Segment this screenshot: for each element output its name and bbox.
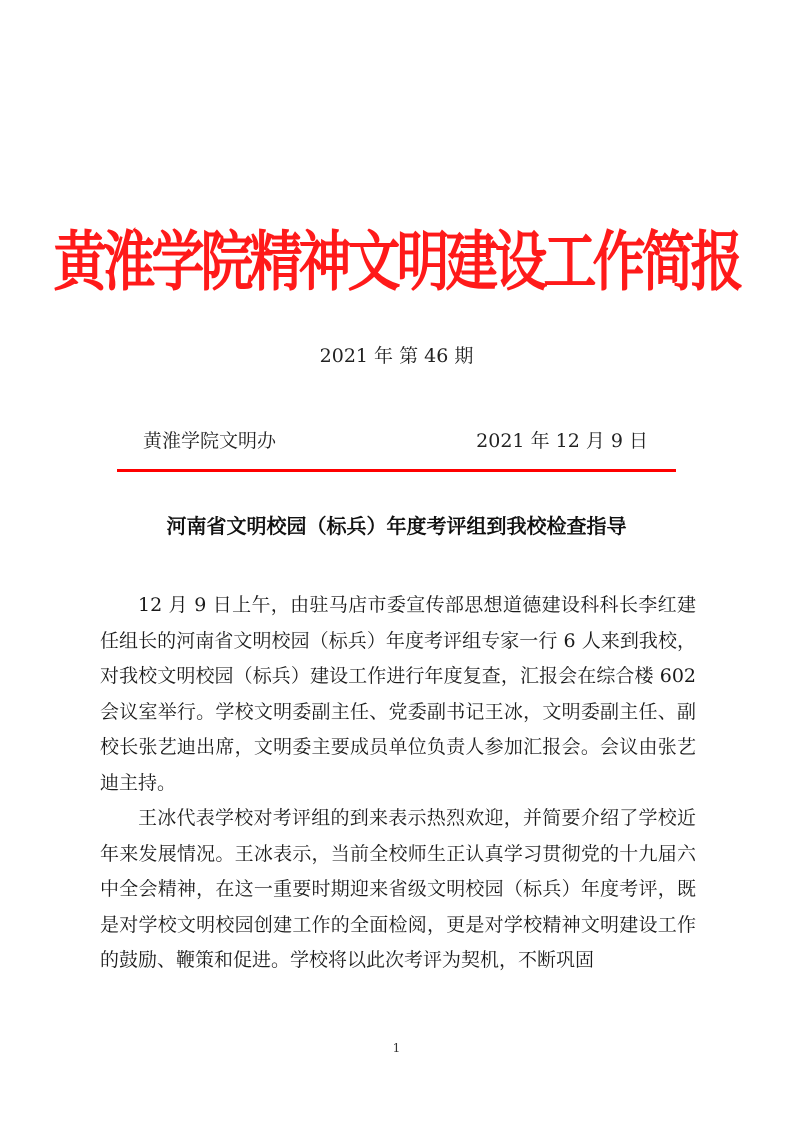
body-paragraph: 王冰代表学校对考评组的到来表示热烈欢迎，并简要介绍了学校近年来发展情况。王冰表示，当前全校师生正认真学习贯彻党的十九届六中全会精神，在这一重要时期迎来省级文明校园（标兵）年度考评，既是对学校文明校园创建工作的全面检阅，更是对学校精神文明建设工作的鼓励、鞭策和促进。学校将以此次考评为契机，不断巩固: [100, 807, 696, 971]
article-body: [100, 588, 696, 979]
body-paragraph: 12 月 9 日上午，由驻马店市委宣传部思想道德建设科科长李红建任组长的河南省文明校园（标兵）年度考评组专家一行 6 人来到我校，对我校文明校园（标兵）建设工作进行年度复查，汇报会在综合楼 602 会议室举行。学校文明委副主任、党委副书记王冰，文明委副主任、副校长张艺迪出席，文明委主要成员单位负责人参加汇报会。会议由张艺迪主持。: [100, 594, 696, 794]
masthead-title: 黄淮学院精神文明建设工作简报: [53, 224, 740, 301]
issuer-date-row: [143, 428, 648, 454]
article-title: 河南省文明校园（标兵）年度考评组到我校检查指导: [166, 514, 627, 538]
red-divider-line: [117, 469, 676, 472]
issuer-name: 黄淮学院文明办: [143, 430, 277, 452]
issue-number: 2021 年 第 46 期: [319, 345, 474, 367]
page-number: 1: [392, 1041, 401, 1055]
issue-date: 2021 年 12 月 9 日: [476, 430, 648, 452]
